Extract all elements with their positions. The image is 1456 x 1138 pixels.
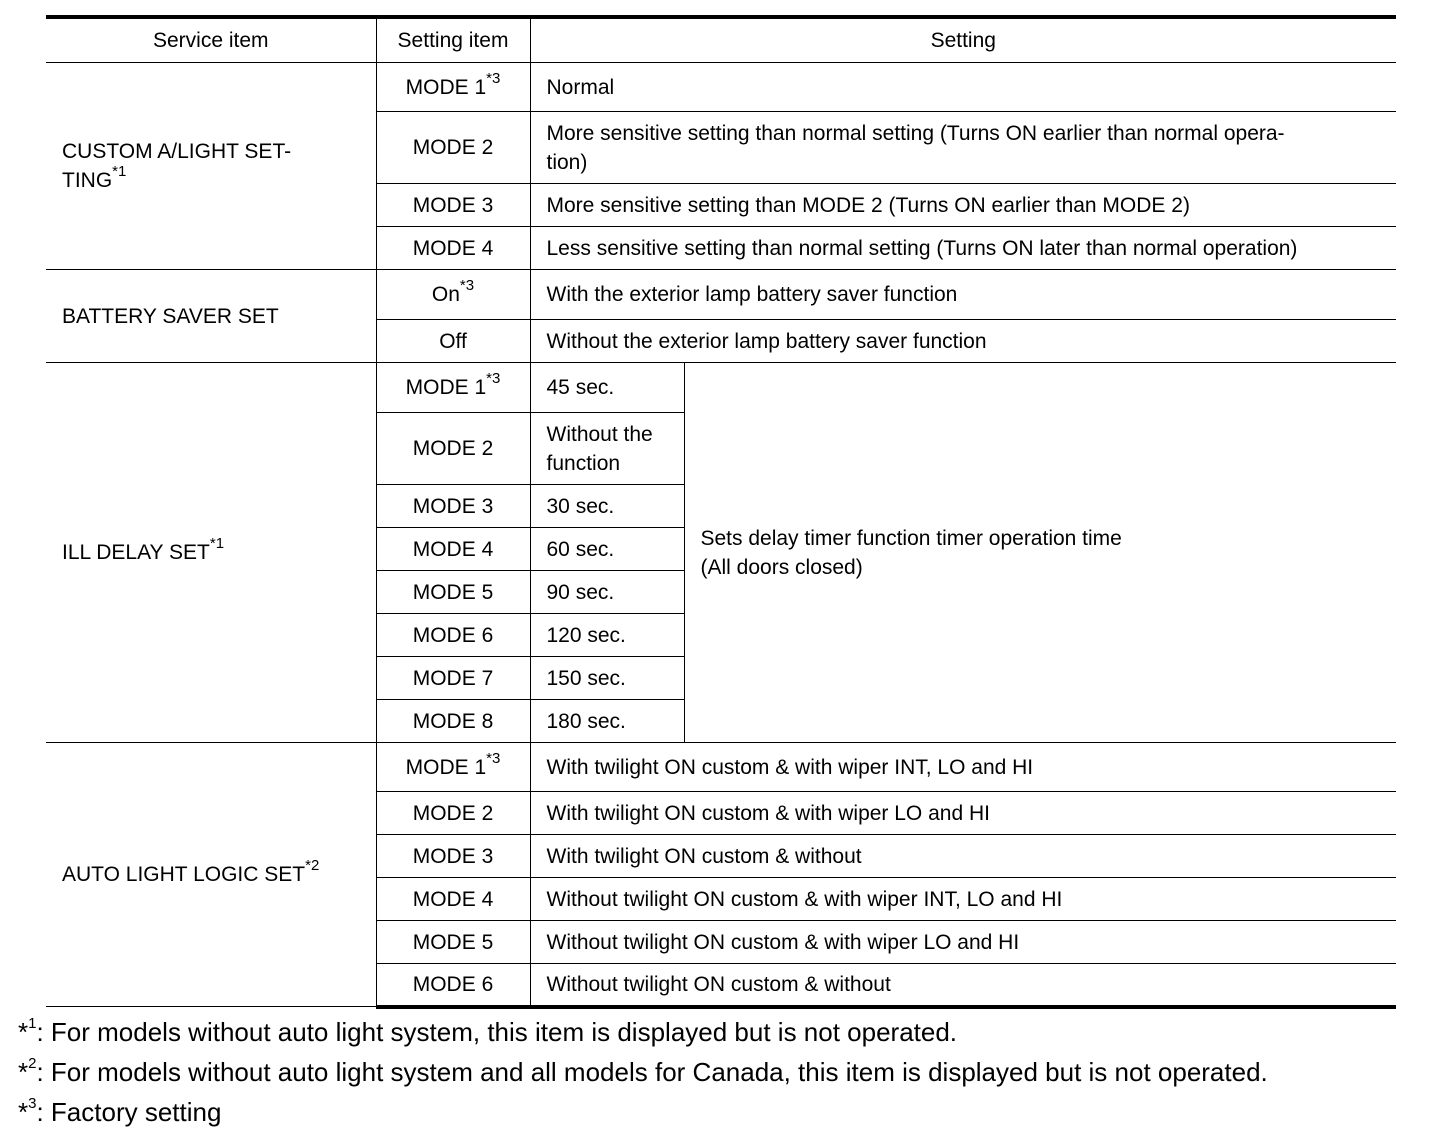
setting-item-cell: MODE 1$^{*3}$: [376, 63, 530, 112]
setting-cell: Without the exterior lamp battery saver function: [530, 320, 1396, 363]
setting-cell: 150 sec.: [530, 657, 684, 700]
setting-item-cell: MODE 4: [376, 528, 530, 571]
setting-cell: Without twilight ON custom & with wiper INT, LO and HI: [530, 878, 1396, 921]
setting-cell: 60 sec.: [530, 528, 684, 571]
setting-cell: More sensitive setting than MODE 2 (Turns ON earlier than MODE 2): [530, 184, 1396, 227]
delay-description-cell: Sets delay timer function timer operation time (All doors closed): [684, 363, 1396, 743]
setting-cell: With twilight ON custom & without: [530, 835, 1396, 878]
table-row: [46, 743, 1396, 792]
setting-item-cell: MODE 4: [376, 878, 530, 921]
setting-item-cell: MODE 5: [376, 571, 530, 614]
setting-cell: With the exterior lamp battery saver function: [530, 270, 1396, 320]
footnote: *$^3$: Factory setting: [18, 1095, 222, 1127]
setting-item-cell: MODE 1$^{*3}$: [376, 363, 530, 413]
setting-item-cell: On$^{*3}$: [376, 270, 530, 320]
setting-cell: Normal: [530, 63, 1396, 112]
setting-item-cell: MODE 5: [376, 921, 530, 964]
service-item-cell: ILL DELAY SET$^{*1}$: [46, 363, 376, 743]
table-row: [46, 63, 1396, 112]
table-header-row: [46, 17, 1396, 63]
setting-cell: 30 sec.: [530, 485, 684, 528]
setting-cell: Without twilight ON custom & without: [530, 964, 1396, 1007]
table-row: [46, 270, 1396, 320]
setting-cell: With twilight ON custom & with wiper LO and HI: [530, 792, 1396, 835]
setting-cell: More sensitive setting than normal setting (Turns ON earlier than normal opera- tion): [530, 112, 1396, 184]
footnotes: [18, 1012, 1268, 1132]
setting-cell: Less sensitive setting than normal setting (Turns ON later than normal operation): [530, 227, 1396, 270]
setting-item-cell: MODE 7: [376, 657, 530, 700]
setting-cell: 180 sec.: [530, 700, 684, 743]
setting-cell: 120 sec.: [530, 614, 684, 657]
setting-item-cell: MODE 4: [376, 227, 530, 270]
setting-item-cell: MODE 6: [376, 614, 530, 657]
footnote: *$^2$: For models without auto light system and all models for Canada, this item is displayed but is not operated.: [18, 1055, 1268, 1087]
header-service-item: Service item: [46, 17, 376, 63]
footnote: *$^1$: For models without auto light system, this item is displayed but is not operated.: [18, 1015, 958, 1047]
setting-item-cell: MODE 2: [376, 792, 530, 835]
setting-item-cell: Off: [376, 320, 530, 363]
header-setting: Setting: [530, 17, 1396, 63]
setting-cell: With twilight ON custom & with wiper INT, LO and HI: [530, 743, 1396, 792]
setting-item-cell: MODE 8: [376, 700, 530, 743]
service-item-cell: CUSTOM A/LIGHT SET- TING$^{*1}$: [46, 63, 376, 270]
setting-item-cell: MODE 3: [376, 184, 530, 227]
setting-cell: Without the function: [530, 413, 684, 485]
service-item-cell: BATTERY SAVER SET: [46, 270, 376, 363]
setting-item-cell: MODE 1$^{*3}$: [376, 743, 530, 792]
setting-item-cell: MODE 2: [376, 112, 530, 184]
setting-cell: 90 sec.: [530, 571, 684, 614]
setting-item-cell: MODE 3: [376, 485, 530, 528]
service-item-cell: AUTO LIGHT LOGIC SET$^{*2}$: [46, 743, 376, 1007]
setting-cell: 45 sec.: [530, 363, 684, 413]
settings-table: [46, 15, 1396, 1009]
header-setting-item: Setting item: [376, 17, 530, 63]
setting-item-cell: MODE 3: [376, 835, 530, 878]
setting-item-cell: MODE 6: [376, 964, 530, 1007]
setting-cell: Without twilight ON custom & with wiper LO and HI: [530, 921, 1396, 964]
table-row: [46, 363, 1396, 413]
setting-item-cell: MODE 2: [376, 413, 530, 485]
